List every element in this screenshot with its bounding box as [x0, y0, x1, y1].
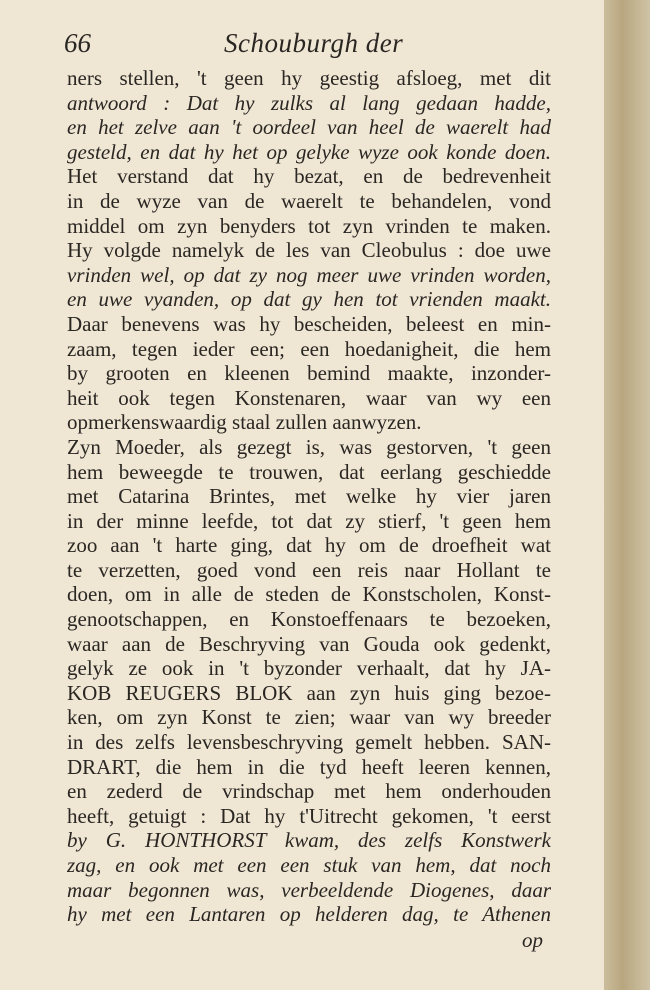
text-line: in de wyze van de waerelt te behandelen, vond	[67, 188, 551, 213]
text-line: heeft, getuigt : Dat hy t'Uitrecht gekomen, 't eerst	[67, 803, 551, 828]
text-line: heit ook tegen Konstenaren, waar van wy een	[67, 385, 551, 410]
text-line: waar aan de Beschryving van Gouda ook gedenkt,	[67, 631, 551, 656]
text-line: middel om zyn benyders tot zyn vrinden te maken.	[67, 213, 551, 238]
text-line: hy met een Lantaren op helderen dag, te Athenen	[67, 902, 551, 927]
text-line: gesteld, en dat hy het op gelyke wyze ook konde doen.	[67, 139, 551, 164]
text-line: in der minne leefde, tot dat zy stierf, 't geen hem	[67, 508, 551, 533]
text-line: zag, en ook met een een stuk van hem, dat noch	[67, 853, 551, 877]
text-line: KOB REUGERS BLOK aan zyn huis ging bezoe-	[67, 680, 551, 705]
text-line: Hy volgde namelyk de les van Cleobulus : doe uwe	[67, 238, 551, 263]
text-line: zaam, tegen ieder een; een hoedanigheit, die hem	[67, 336, 551, 361]
text-line: met Catarina Brintes, met welke hy vier jaren	[67, 484, 551, 509]
running-title: Schouburgh der	[224, 28, 404, 58]
text-line: en zederd de vrindschap met hem onderhouden	[67, 779, 551, 804]
text-line: Zyn Moeder, als gezegt is, was gestorven, 't geen	[67, 434, 551, 459]
page-number: 66	[64, 28, 91, 58]
body-text	[67, 66, 551, 927]
text-line: vrinden wel, op dat zy nog meer uwe vrinden worden,	[67, 262, 551, 287]
text-line: zoo aan 't harte ging, dat hy om de droefheit wat	[67, 533, 551, 558]
text-line: ken, om zyn Konst te zien; waar van wy breeder	[67, 705, 551, 730]
text-line: antwoord : Dat hy zulks al lang gedaan hadde,	[67, 90, 551, 115]
text-line: en het zelve aan 't oordeel van heel de waerelt had	[67, 115, 551, 140]
text-line: doen, om in alle de steden de Konstscholen, Konst-	[67, 582, 551, 607]
text-line: te verzetten, goed vond een reis naar Hollant te	[67, 557, 551, 582]
text-line: maar begonnen was, verbeeldende Diogenes, daar	[67, 877, 551, 902]
text-line: genootschappen, en Konstoeffenaars te bezoeken,	[67, 607, 551, 632]
catchword: op	[522, 928, 543, 952]
text-line: ners stellen, 't geen hy geestig afsloeg, met dit	[67, 66, 551, 90]
text-line: by grooten en kleenen bemind maakte, inzonder-	[67, 361, 551, 386]
text-line: en uwe vyanden, op dat gy hen tot vrienden maakt.	[67, 287, 551, 312]
text-line: by G. HONTHORST kwam, des zelfs Konstwerk	[67, 828, 551, 853]
text-line: hem beweegde te trouwen, dat eerlang geschiedde	[67, 459, 551, 484]
book-spine	[604, 0, 650, 990]
text-line: Daar benevens was hy bescheiden, beleest en min-	[67, 311, 551, 336]
text-line: opmerkenswaardig staal zullen aanwyzen.	[67, 410, 422, 435]
text-line: in des zelfs levensbeschryving gemelt hebben. SAN-	[67, 730, 551, 755]
text-line: gelyk ze ook in 't byzonder verhaalt, dat hy JA-	[67, 656, 551, 681]
page-header	[64, 28, 604, 62]
text-line: DRART, die hem in die tyd heeft leeren kennen,	[67, 754, 551, 779]
text-line: Het verstand dat hy bezat, en de bedrevenheit	[67, 164, 551, 189]
